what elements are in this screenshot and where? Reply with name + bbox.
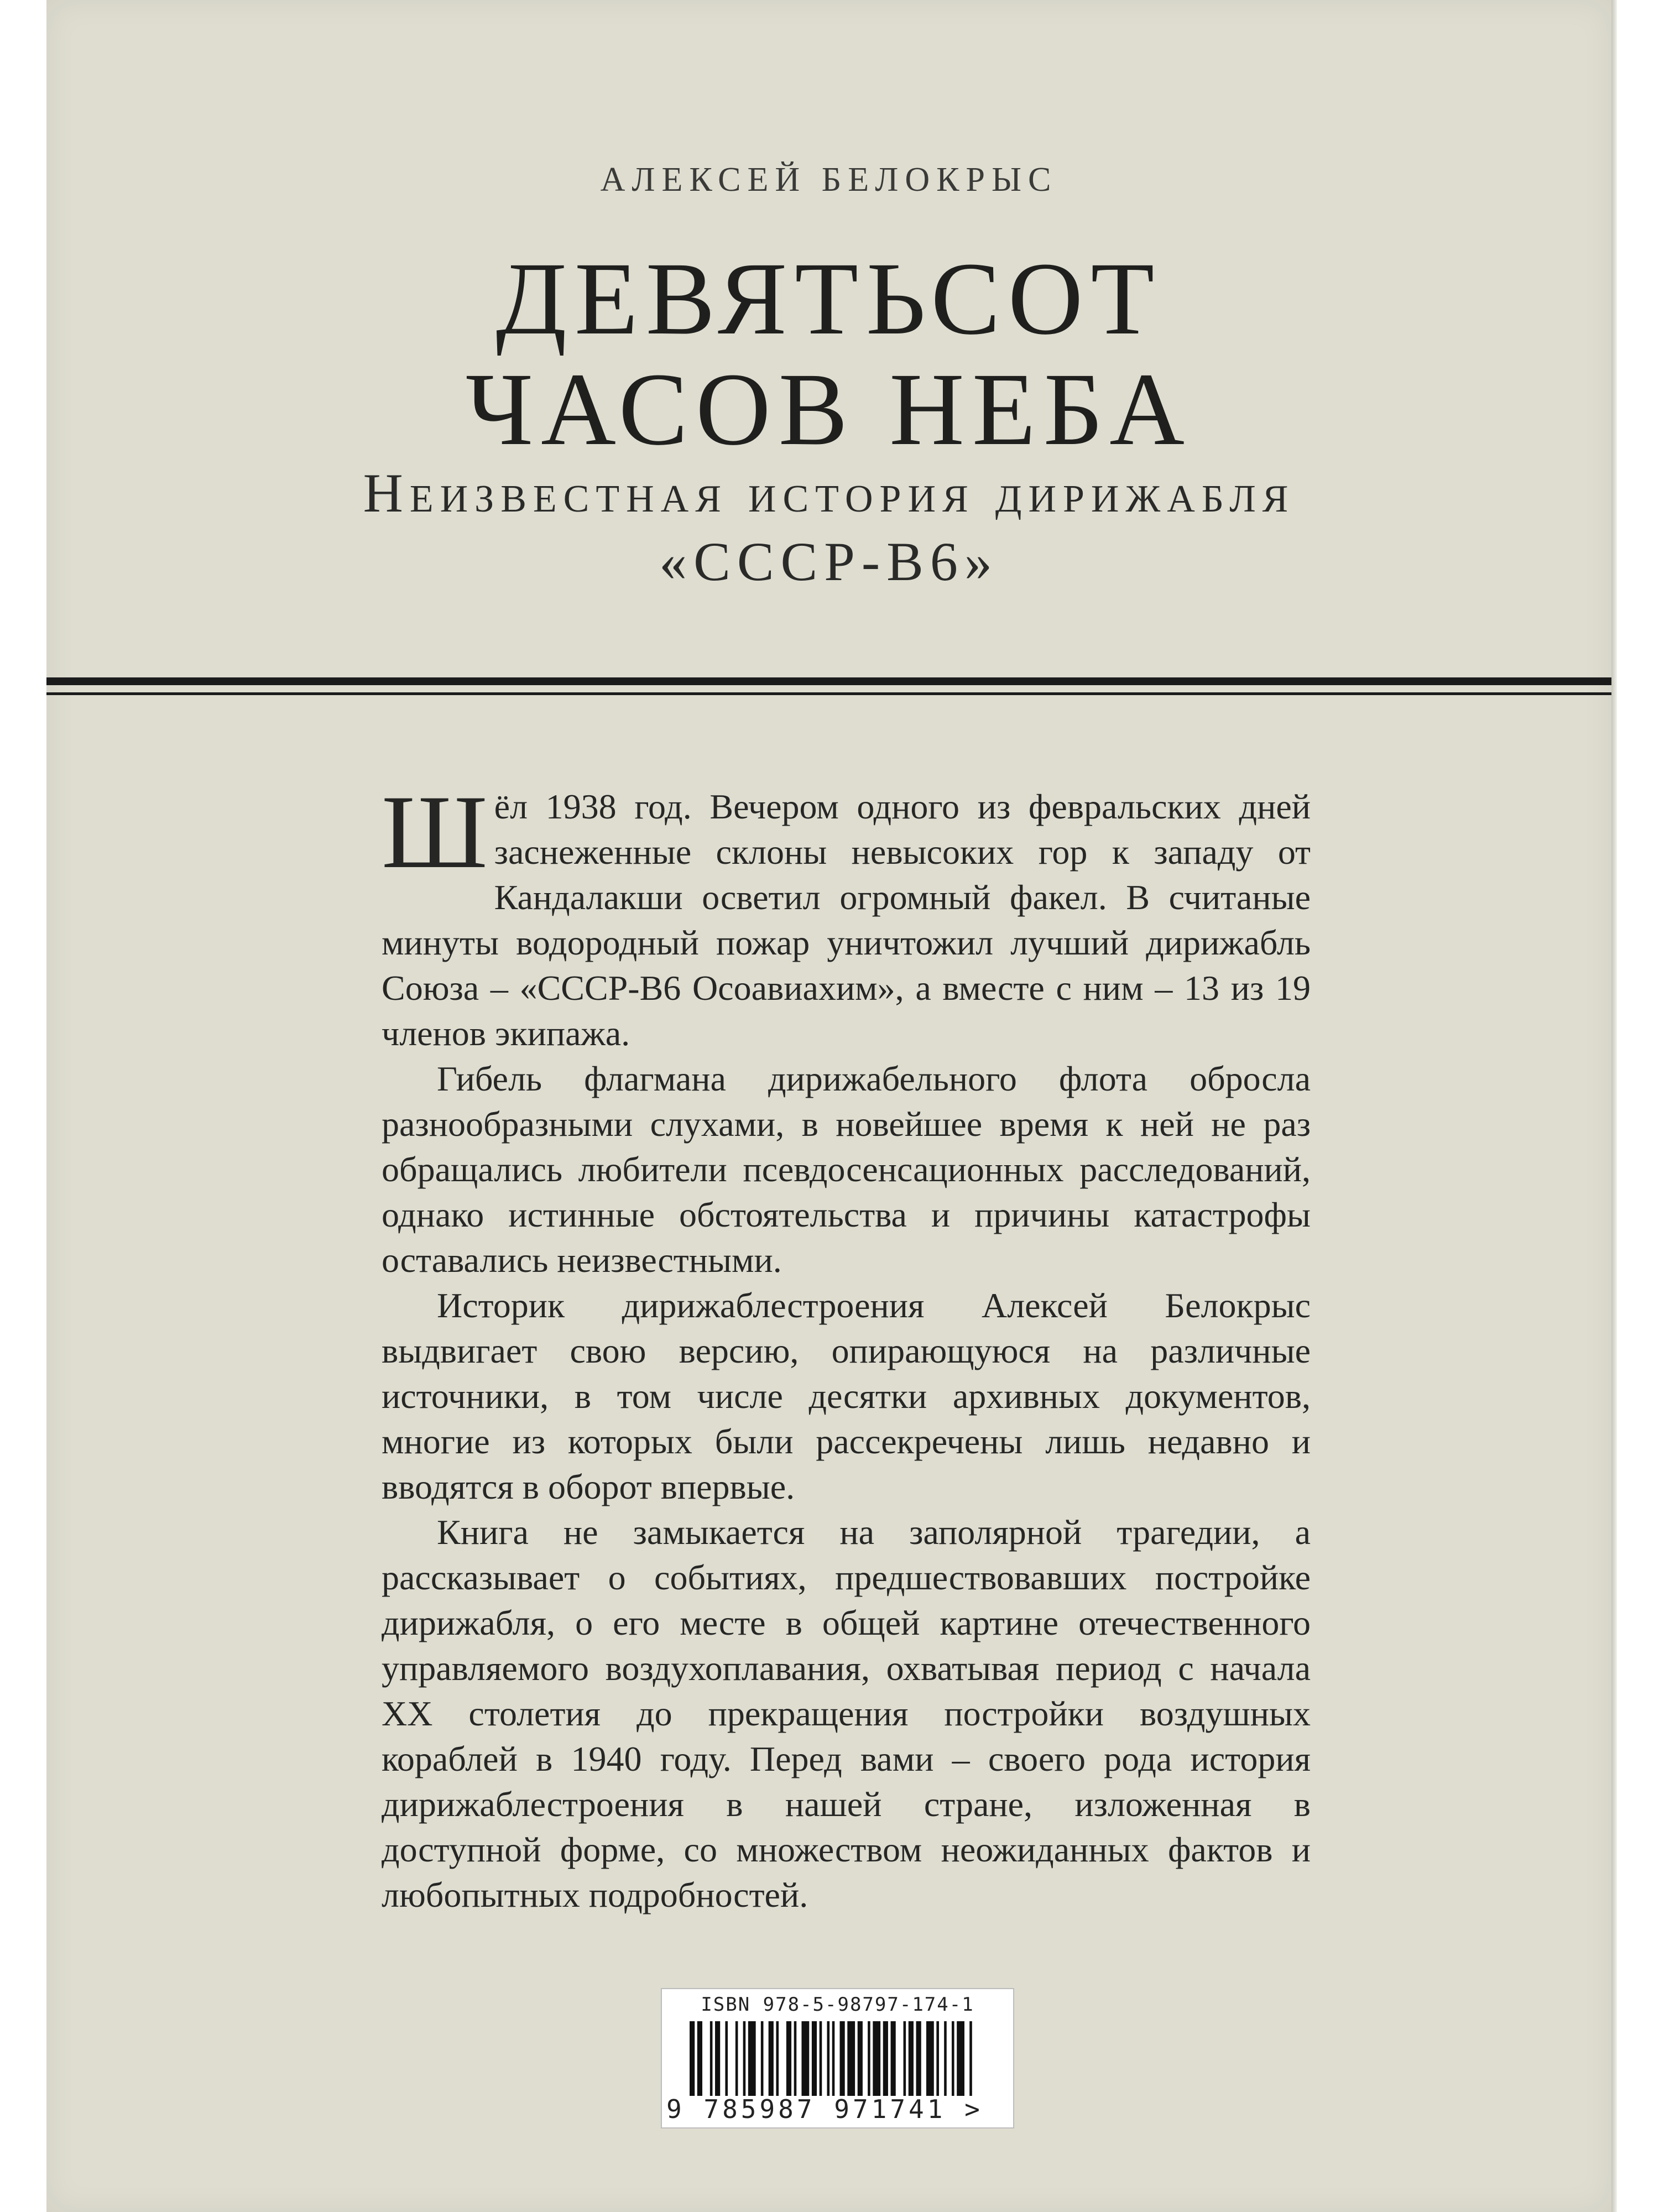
annotation-text xyxy=(382,774,1311,1918)
subtitle-line-1: Неизвестная история дирижабля xyxy=(363,462,1295,524)
book-subtitle xyxy=(46,459,1611,596)
isbn-label: ISBN 978-5-98797-174-1 xyxy=(701,1994,974,2016)
subtitle-line-2: «СССР-В6» xyxy=(659,531,999,592)
paragraph-4: Книга не замыкается на заполярной трагедии, а рассказывает о событиях, предшествовавших постройке дирижабля, о его месте в общей картине отечественного управляемого воздухоплавания, охватывая период с начала XX столетия до прекращения постройки воздушных кораблей в 1940 году. Перед вами – своего рода история дирижаблестроения в нашей стране, изложенная в доступной форме, со множеством неожиданных фактов и любопытных подробностей. xyxy=(382,1512,1311,1914)
paragraph-1 xyxy=(382,774,1311,1056)
paragraph-3: Историк дирижаблестроения Алексей Белокрыс выдвигает свою версию, опирающуюся на различные источники, в том числе десятки архивных документов, многие из которых были рассекречены лишь недавно и вводятся в оборот впервые. xyxy=(382,1286,1311,1506)
isbn-barcode-block xyxy=(661,1988,1014,2128)
author-name: АЛЕКСЕЙ БЕЛОКРЫС xyxy=(600,161,1058,199)
title-line-2: ЧАСОВ НЕБА xyxy=(466,351,1192,467)
cover-edge xyxy=(1611,0,1617,2212)
barcode-digits: 9 785987 971741 > xyxy=(666,2094,983,2124)
book-title xyxy=(46,243,1611,465)
paragraph-2: Гибель флагмана дирижабельного флота обросла разнообразными слухами, в новейшее время к ней не раз обращались любители псевдосенсационных расследований, однако истинные обстоятельства и причины катастрофы оставались неизвестными. xyxy=(382,1059,1311,1280)
title-line-1: ДЕВЯТЬСОТ xyxy=(495,241,1162,356)
divider-thin xyxy=(46,692,1611,695)
paragraph-1-text: ёл 1938 год. Вечером одного из февральских дней заснеженные склоны невысоких гор к западу от Кандалакши осветил огромный факел. В считаные минуты водородный пожар уничтожил лучший дирижабль Союза – «СССР-В6 Осоавиахим», а вместе с ним – 13 из 19 членов экипажа. xyxy=(382,787,1311,1053)
divider-thick xyxy=(46,677,1611,685)
barcode-icon xyxy=(690,2021,977,2096)
drop-cap: Ш xyxy=(382,774,488,890)
